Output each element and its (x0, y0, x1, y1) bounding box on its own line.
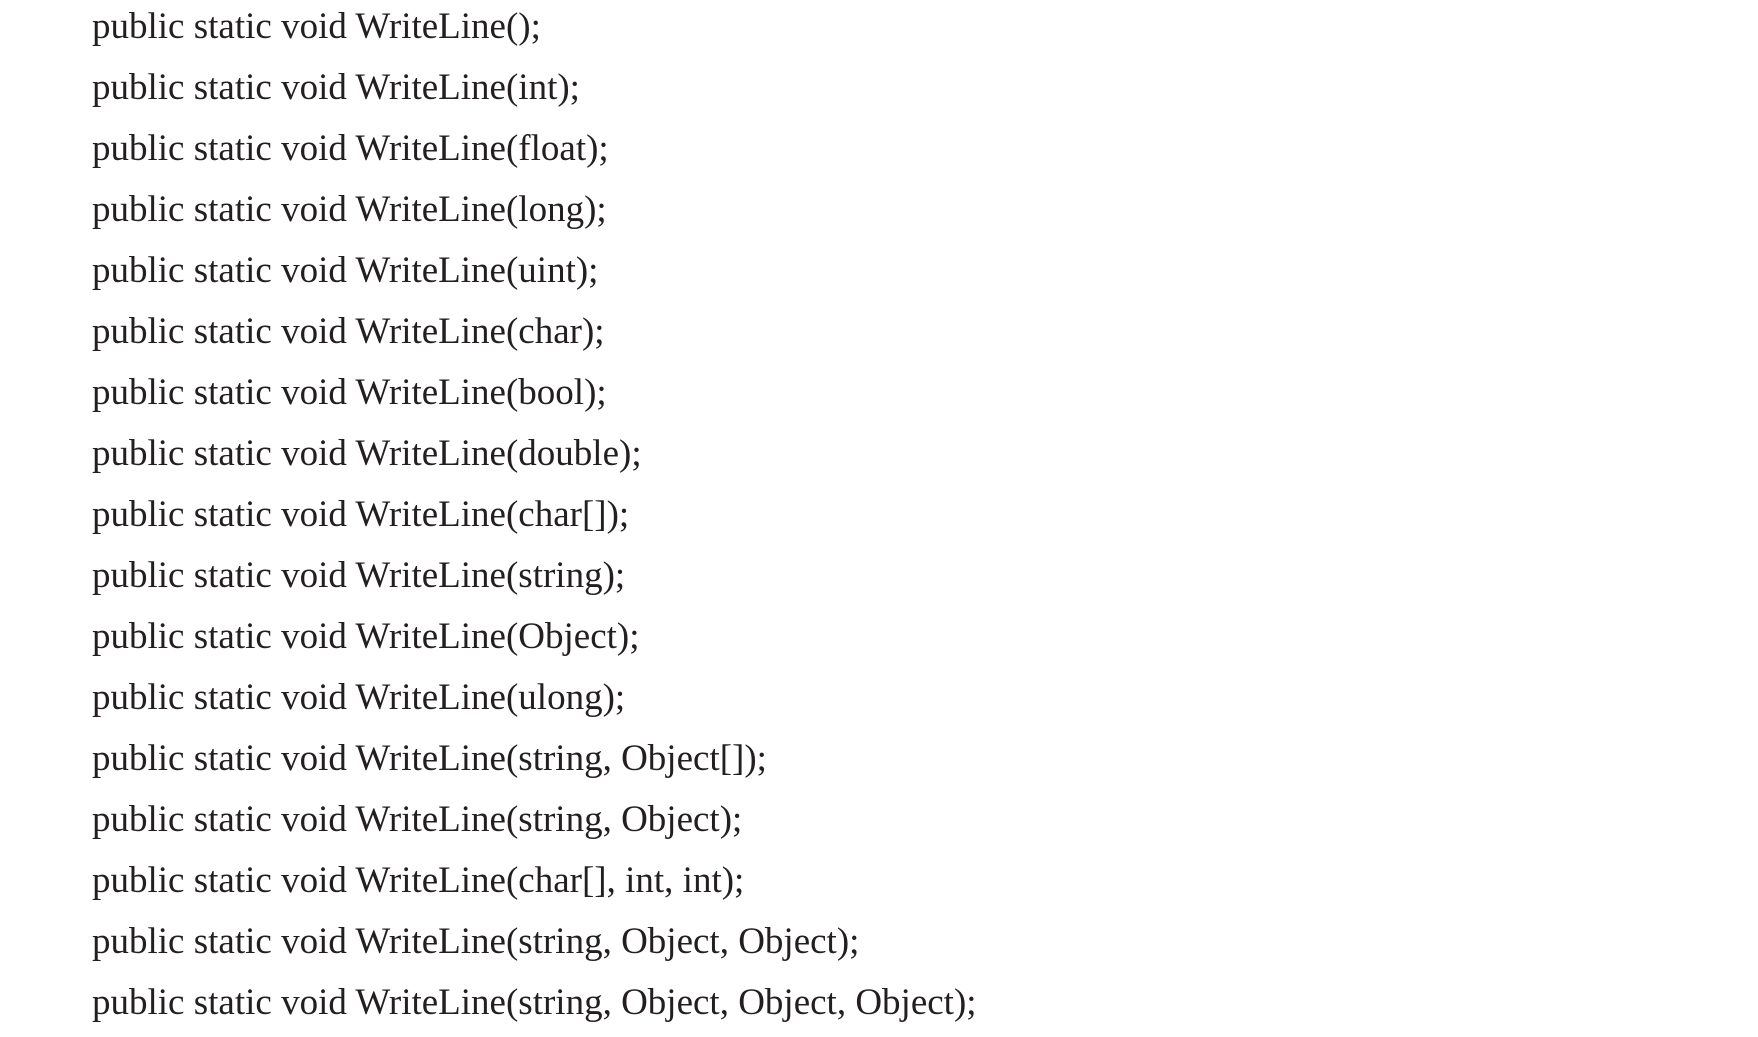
method-signature-line: public static void WriteLine(double); (92, 433, 642, 474)
method-signature-line: public static void WriteLine(char[], int, int); (92, 860, 745, 901)
method-signature-line: public static void WriteLine(ulong); (92, 677, 626, 718)
method-signature-line: public static void WriteLine(string, Object[]); (92, 738, 767, 779)
method-signature-line: public static void WriteLine(string); (92, 555, 626, 596)
method-signature-line: public static void WriteLine(char[]); (92, 494, 630, 535)
method-signature-line: public static void WriteLine(string, Object, Object, Object); (92, 982, 977, 1023)
method-signature-line: public static void WriteLine(float); (92, 128, 609, 169)
method-signature-line: public static void WriteLine(bool); (92, 372, 607, 413)
method-signature-line: public static void WriteLine(string, Object, Object); (92, 921, 860, 962)
method-signature-line: public static void WriteLine(char); (92, 311, 605, 352)
method-signature-line: public static void WriteLine(); (92, 6, 541, 47)
method-signature-line: public static void WriteLine(string, Object); (92, 799, 743, 840)
method-signature-line: public static void WriteLine(int); (92, 67, 580, 108)
method-signature-line: public static void WriteLine(uint); (92, 250, 599, 291)
method-signature-line: public static void WriteLine(long); (92, 189, 607, 230)
method-signature-list (92, 0, 977, 1037)
method-signature-line: public static void WriteLine(Object); (92, 616, 640, 657)
